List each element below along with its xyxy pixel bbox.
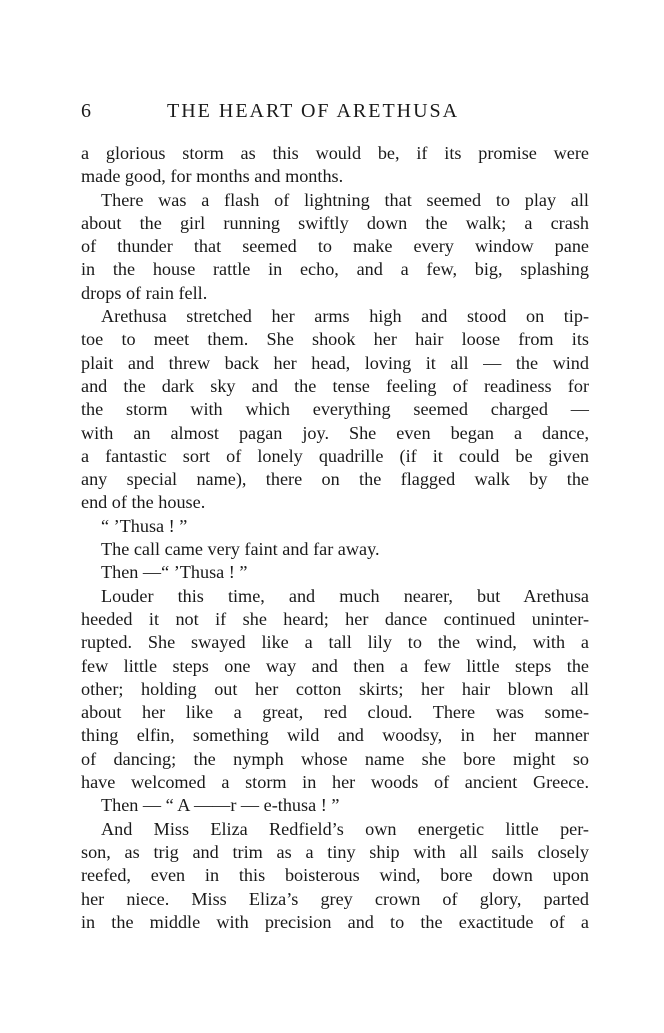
book-title: THE HEART OF ARETHUSA [167,100,460,122]
text-line: toe to meet them. She shook her hair loose from its [81,329,589,350]
text-line: a fantastic sort of lonely quadrille (if it could be given [81,445,589,466]
text-line: reefed, even in this boisterous wind, bore down upon [81,865,589,886]
text-line: few little steps one way and then a few little steps the [81,655,589,676]
text-line: in the house rattle in echo, and a few, big, splashing [81,259,589,280]
text-line: rupted. She swayed like a tall lily to the wind, with a [81,632,589,653]
text-line: Louder this time, and much nearer, but Arethusa [101,585,589,606]
text-line: made good, for months and months. [81,166,344,187]
text-line: And Miss Eliza Redfield’s own energetic little per- [101,818,589,839]
text-line: about the girl running swiftly down the walk; a crash [81,212,589,233]
text-line: heeded it not if she heard; her dance continued uninter- [81,608,589,629]
text-line: There was a flash of lightning that seemed to play all [101,189,589,210]
text-line: plait and threw back her head, loving it all — the wind [81,352,589,373]
text-line: Arethusa stretched her arms high and stood on tip- [101,306,589,327]
body-text [81,142,589,934]
text-line: drops of rain fell. [81,282,208,303]
text-line: a glorious storm as this would be, if its promise were [81,143,589,163]
text-line: of dancing; the nymph whose name she bore might so [81,748,589,769]
text-line: about her like a great, red cloud. There was some- [81,702,589,723]
text-line: son, as trig and trim as a tiny ship with all sails closely [81,841,589,862]
text-line: the storm with which everything seemed charged — [81,399,589,420]
text-line: any special name), there on the flagged walk by the [81,469,589,490]
text-line: Then — “ A ——r — e-thusa ! ” [101,795,340,816]
text-line: have welcomed a storm in her woods of ancient Greece. [81,772,589,793]
text-line: with an almost pagan joy. She even began a dance, [81,422,589,443]
text-line: and the dark sky and the tense feeling of readiness for [81,375,589,396]
text-line: Then —“ ’Thusa ! ” [101,562,248,583]
text-line: of thunder that seemed to make every window pane [81,236,589,257]
page-number: 6 [81,100,93,122]
text-line: in the middle with precision and to the exactitude of a [81,911,589,932]
text-line: “ ’Thusa ! ” [101,515,188,536]
text-line: The call came very faint and far away. [101,539,380,560]
text-line: end of the house. [81,492,206,513]
text-line: her niece. Miss Eliza’s grey crown of glory, parted [81,888,589,909]
text-line: thing elfin, something wild and woodsy, in her manner [81,725,589,746]
running-head [81,100,589,140]
text-line: other; holding out her cotton skirts; her hair blown all [81,678,589,699]
book-page [81,100,589,934]
